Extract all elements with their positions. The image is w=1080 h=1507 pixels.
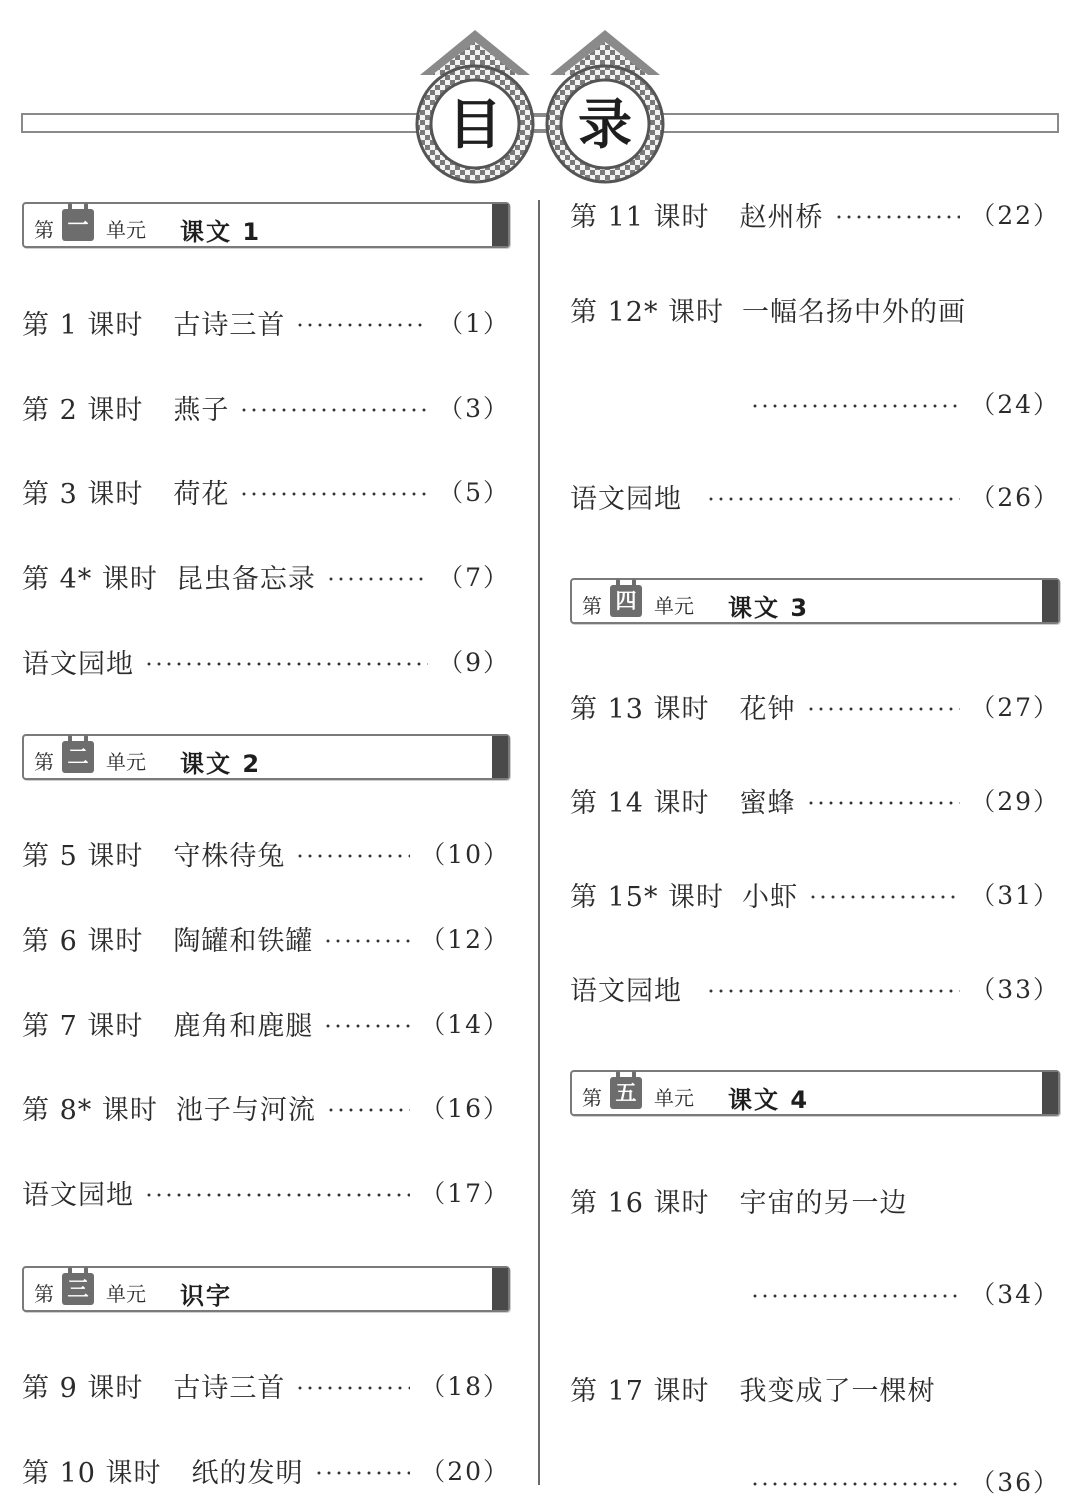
unit-danyuan: 单元	[106, 1282, 146, 1306]
toc-entry[interactable]	[22, 556, 510, 596]
page-number: （24）	[970, 390, 1060, 419]
page-number: （1）	[438, 309, 510, 338]
unit-danyuan: 单元	[654, 1086, 694, 1110]
unit-di: 第	[582, 594, 602, 618]
dot-leader	[295, 323, 428, 327]
lesson-number: 第 3 课时	[22, 478, 144, 510]
toc-entry[interactable]	[570, 780, 1060, 820]
dot-leader	[295, 1386, 410, 1390]
toc-entry[interactable]	[22, 1003, 510, 1043]
unit-number-calendar-icon: 四	[610, 585, 642, 617]
dot-leader	[750, 1294, 960, 1298]
page-number: （17）	[420, 1179, 510, 1208]
page-number: （36）	[970, 1468, 1060, 1497]
unit-title: 课文 2	[180, 750, 262, 778]
toc-entry[interactable]	[22, 1450, 510, 1490]
page-number: （5）	[438, 478, 510, 507]
unit-1-header[interactable]	[22, 202, 510, 248]
dot-leader	[295, 854, 410, 858]
page-number: （26）	[970, 483, 1060, 512]
page-number: （9）	[438, 648, 510, 677]
lesson-title: 古诗三首	[173, 1372, 286, 1404]
dot-leader	[806, 801, 961, 805]
page-number: （18）	[420, 1372, 510, 1401]
toc-title-char-2: 录	[578, 93, 632, 156]
dot-leader	[834, 215, 961, 219]
toc-entry[interactable]	[570, 1368, 1060, 1408]
column-divider	[538, 200, 540, 1485]
lesson-title: 小虾	[742, 881, 799, 913]
lesson-number: 第 15* 课时	[570, 881, 725, 913]
unit-danyuan: 单元	[106, 218, 146, 242]
toc-entry-continuation[interactable]	[570, 1461, 1060, 1501]
unit-5-header[interactable]	[570, 1070, 1060, 1116]
lesson-title: 花钟	[739, 693, 796, 725]
lesson-title: 语文园地	[22, 1179, 134, 1211]
toc-entry[interactable]	[22, 1365, 510, 1405]
lesson-number: 第 2 课时	[22, 394, 144, 426]
unit-number-calendar-icon: 一	[62, 209, 94, 241]
unit-number-calendar-icon: 三	[62, 1273, 94, 1305]
lesson-number: 第 11 课时	[570, 201, 710, 233]
lesson-number: 第 16 课时	[570, 1187, 710, 1219]
dot-leader	[144, 1193, 410, 1197]
page-number: （10）	[420, 840, 510, 869]
dot-leader	[326, 577, 428, 581]
toc-entry[interactable]	[22, 471, 510, 511]
lesson-title: 鹿角和鹿腿	[173, 1010, 314, 1042]
page-number: （16）	[420, 1094, 510, 1123]
lesson-number: 第 8* 课时	[22, 1094, 158, 1126]
header-decoration	[0, 0, 1080, 185]
lesson-title: 语文园地	[570, 483, 682, 515]
unit-bar-tab	[492, 736, 508, 778]
page-number: （20）	[420, 1457, 510, 1486]
dot-leader	[239, 408, 428, 412]
dot-leader	[144, 662, 428, 666]
unit-di: 第	[34, 218, 54, 242]
dot-leader	[706, 989, 960, 993]
unit-2-header[interactable]	[22, 734, 510, 780]
unit-bar-tab	[1042, 580, 1058, 622]
lesson-title: 一幅名扬中外的画	[742, 296, 967, 328]
lesson-number: 第 1 课时	[22, 309, 144, 341]
lesson-number: 第 5 课时	[22, 840, 144, 872]
lesson-title: 我变成了一棵树	[739, 1375, 936, 1407]
unit-di: 第	[34, 1282, 54, 1306]
dot-leader	[323, 1024, 410, 1028]
dot-leader	[808, 895, 960, 899]
toc-entry[interactable]	[22, 833, 510, 873]
page-number: （29）	[970, 787, 1060, 816]
unit-title: 课文 4	[728, 1086, 810, 1114]
lesson-title: 守株待兔	[173, 840, 286, 872]
toc-title-char-1: 目	[448, 93, 502, 156]
lesson-title: 蜜蜂	[739, 787, 796, 819]
unit-bar-tab	[492, 204, 508, 246]
page-number: （33）	[970, 975, 1060, 1004]
toc-entry[interactable]	[22, 302, 510, 342]
lesson-title: 池子与河流	[175, 1094, 316, 1126]
toc-entry[interactable]	[570, 289, 1060, 329]
toc-header	[0, 0, 1080, 185]
toc-entry[interactable]	[570, 194, 1060, 234]
unit-danyuan: 单元	[654, 594, 694, 618]
unit-di: 第	[582, 1086, 602, 1110]
lesson-number: 第 6 课时	[22, 925, 144, 957]
page-number: （3）	[438, 394, 510, 423]
toc-entry[interactable]	[570, 686, 1060, 726]
toc-entry[interactable]	[22, 918, 510, 958]
lesson-title: 陶罐和铁罐	[173, 925, 314, 957]
toc-entry[interactable]	[570, 874, 1060, 914]
lesson-number: 第 7 课时	[22, 1010, 144, 1042]
unit-title: 课文 3	[728, 594, 810, 622]
page-number: （12）	[420, 925, 510, 954]
lesson-number: 第 17 课时	[570, 1375, 710, 1407]
toc-entry[interactable]	[570, 1180, 1060, 1220]
dot-leader	[750, 404, 960, 408]
dot-leader	[326, 1108, 410, 1112]
lesson-title: 语文园地	[570, 975, 682, 1007]
dot-leader	[239, 492, 428, 496]
lesson-number: 第 4* 课时	[22, 563, 158, 595]
toc-entry-continuation[interactable]	[570, 1273, 1060, 1313]
lesson-title: 昆虫备忘录	[175, 563, 316, 595]
lesson-number: 第 10 课时	[22, 1457, 162, 1489]
page-number: （7）	[438, 563, 510, 592]
lesson-number: 第 12* 课时	[570, 296, 725, 328]
toc-entry[interactable]	[22, 641, 510, 681]
page-number: （14）	[420, 1010, 510, 1039]
lesson-number: 第 14 课时	[570, 787, 710, 819]
unit-title: 识字	[180, 1282, 232, 1310]
unit-bar-tab	[1042, 1072, 1058, 1114]
unit-number-calendar-icon: 五	[610, 1077, 642, 1109]
dot-leader	[806, 707, 961, 711]
page-number: （31）	[970, 881, 1060, 910]
toc-entry[interactable]	[570, 968, 1060, 1008]
dot-leader	[706, 497, 960, 501]
lesson-title: 宇宙的另一边	[739, 1187, 908, 1219]
unit-number-calendar-icon: 二	[62, 741, 94, 773]
unit-4-header[interactable]	[570, 578, 1060, 624]
toc-entry-continuation[interactable]	[570, 383, 1060, 423]
unit-danyuan: 单元	[106, 750, 146, 774]
page-number: （27）	[970, 693, 1060, 722]
toc-entry[interactable]	[22, 1087, 510, 1127]
lesson-title: 燕子	[173, 394, 230, 426]
lesson-title: 荷花	[173, 478, 230, 510]
lesson-title: 赵州桥	[739, 201, 824, 233]
dot-leader	[314, 1471, 411, 1475]
lesson-number: 第 13 课时	[570, 693, 710, 725]
lesson-title: 古诗三首	[173, 309, 286, 341]
unit-bar-tab	[492, 1268, 508, 1310]
toc-entry[interactable]	[22, 387, 510, 427]
unit-di: 第	[34, 750, 54, 774]
lesson-title: 语文园地	[22, 648, 134, 680]
page-number: （34）	[970, 1280, 1060, 1309]
dot-leader	[750, 1482, 960, 1486]
page-number: （22）	[970, 201, 1060, 230]
lesson-number: 第 9 课时	[22, 1372, 144, 1404]
toc-entry[interactable]	[570, 476, 1060, 516]
lesson-title: 纸的发明	[191, 1457, 304, 1489]
unit-title: 课文 1	[180, 218, 262, 246]
toc-entry[interactable]	[22, 1172, 510, 1212]
dot-leader	[323, 939, 410, 943]
unit-3-header[interactable]	[22, 1266, 510, 1312]
